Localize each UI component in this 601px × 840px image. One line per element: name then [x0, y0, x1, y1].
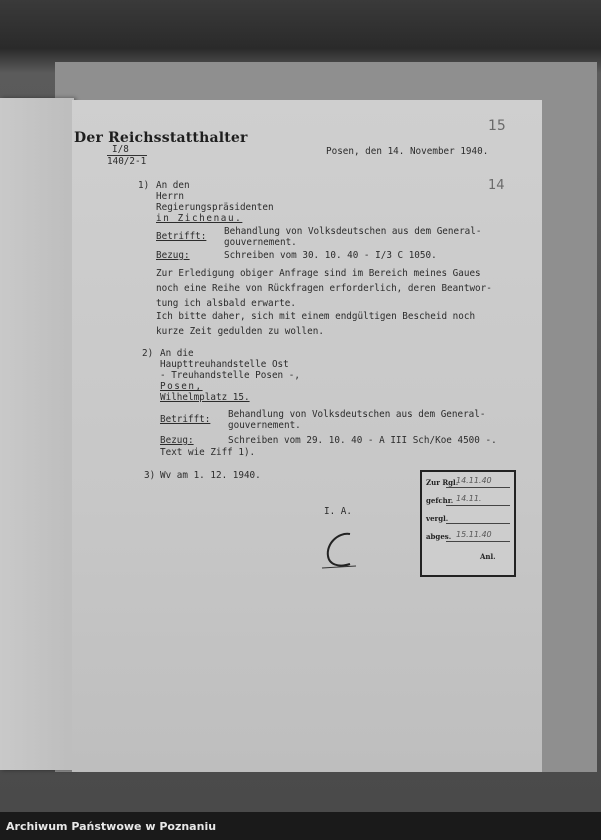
item1-number: 1) [138, 180, 150, 191]
item1-body-line: noch eine Reihe von Rückfragen erforderlich, deren Beantwor- [156, 283, 492, 294]
reference-bottom: 140/2-1 [107, 156, 147, 167]
item1-address-line: An den [156, 180, 190, 191]
item2-betrifft-text: Behandlung von Volksdeutschen aus dem General- [228, 409, 486, 420]
item2-bezug-text: Schreiben vom 29. 10. 40 - A III Sch/Koe 4500 -. [228, 435, 497, 446]
item2-address-line: An die [160, 348, 194, 359]
item1-body-line: Ich bitte daher, sich mit einem endgültigen Bescheid noch [156, 311, 476, 322]
stamp-label: vergl. [426, 514, 449, 523]
item2-street: Wilhelmplatz 15. [160, 392, 250, 403]
item2-text-reference: Text wie Ziff 1). [160, 447, 256, 458]
item1-betrifft-label: Betrifft: [156, 231, 207, 242]
item2-betrifft-text: gouvernement. [228, 420, 301, 431]
item1-body-line: Zur Erledigung obiger Anfrage sind im Bereich meines Gaues [156, 268, 481, 279]
item1-bezug-label: Bezug: [156, 250, 190, 261]
ia-signature-label: I. A. [324, 506, 352, 517]
place-date: Posen, den 14. November 1940. [326, 146, 489, 157]
item1-address-line: Regierungspräsidenten [156, 202, 274, 213]
item3-text: Wv am 1. 12. 1940. [160, 470, 261, 481]
stamp-label: Anl. [480, 552, 496, 561]
item2-city: Posen, [160, 381, 203, 392]
item2-bezug-label: Bezug: [160, 435, 194, 446]
archive-footer [0, 812, 601, 840]
stamp-label: Zur Rgl. [426, 478, 459, 487]
registry-stamp [420, 470, 516, 577]
item2-number: 2) [142, 348, 154, 359]
file-number: 15 [488, 118, 506, 134]
item1-body-line: kurze Zeit gedulden zu wollen. [156, 326, 324, 337]
item1-betrifft-text: Behandlung von Volksdeutschen aus dem General- [224, 226, 482, 237]
item3-number: 3) [144, 470, 156, 481]
item1-address-line: Herrn [156, 191, 184, 202]
stamp-value: 15.11.40 [456, 530, 492, 539]
left-folder-sheet [0, 98, 74, 770]
item2-address-line: Haupttreuhandstelle Ost [160, 359, 289, 370]
reference-top: I/8 [112, 144, 129, 155]
document-page [72, 100, 542, 772]
archive-name: Archiwum Państwowe w Poznaniu [6, 820, 217, 833]
handwritten-signature [316, 528, 362, 574]
stamp-value: 14.11. [456, 494, 482, 503]
stamp-label: abges. [426, 532, 452, 541]
item1-body-line: tung ich alsbald erwarte. [156, 298, 296, 309]
stamp-value: 14.11.40 [456, 476, 492, 485]
stamp-label: gefchr. [426, 496, 454, 505]
item1-bezug-text: Schreiben vom 30. 10. 40 - I/3 C 1050. [224, 250, 437, 261]
file-number-secondary: 14 [488, 178, 505, 193]
letterhead: Der Reichsstatthalter [74, 130, 248, 146]
item2-address-line: - Treuhandstelle Posen -, [160, 370, 300, 381]
item2-betrifft-label: Betrifft: [160, 414, 211, 425]
item1-betrifft-text: gouvernement. [224, 237, 297, 248]
item1-address-city: in Zichenau. [156, 213, 243, 224]
